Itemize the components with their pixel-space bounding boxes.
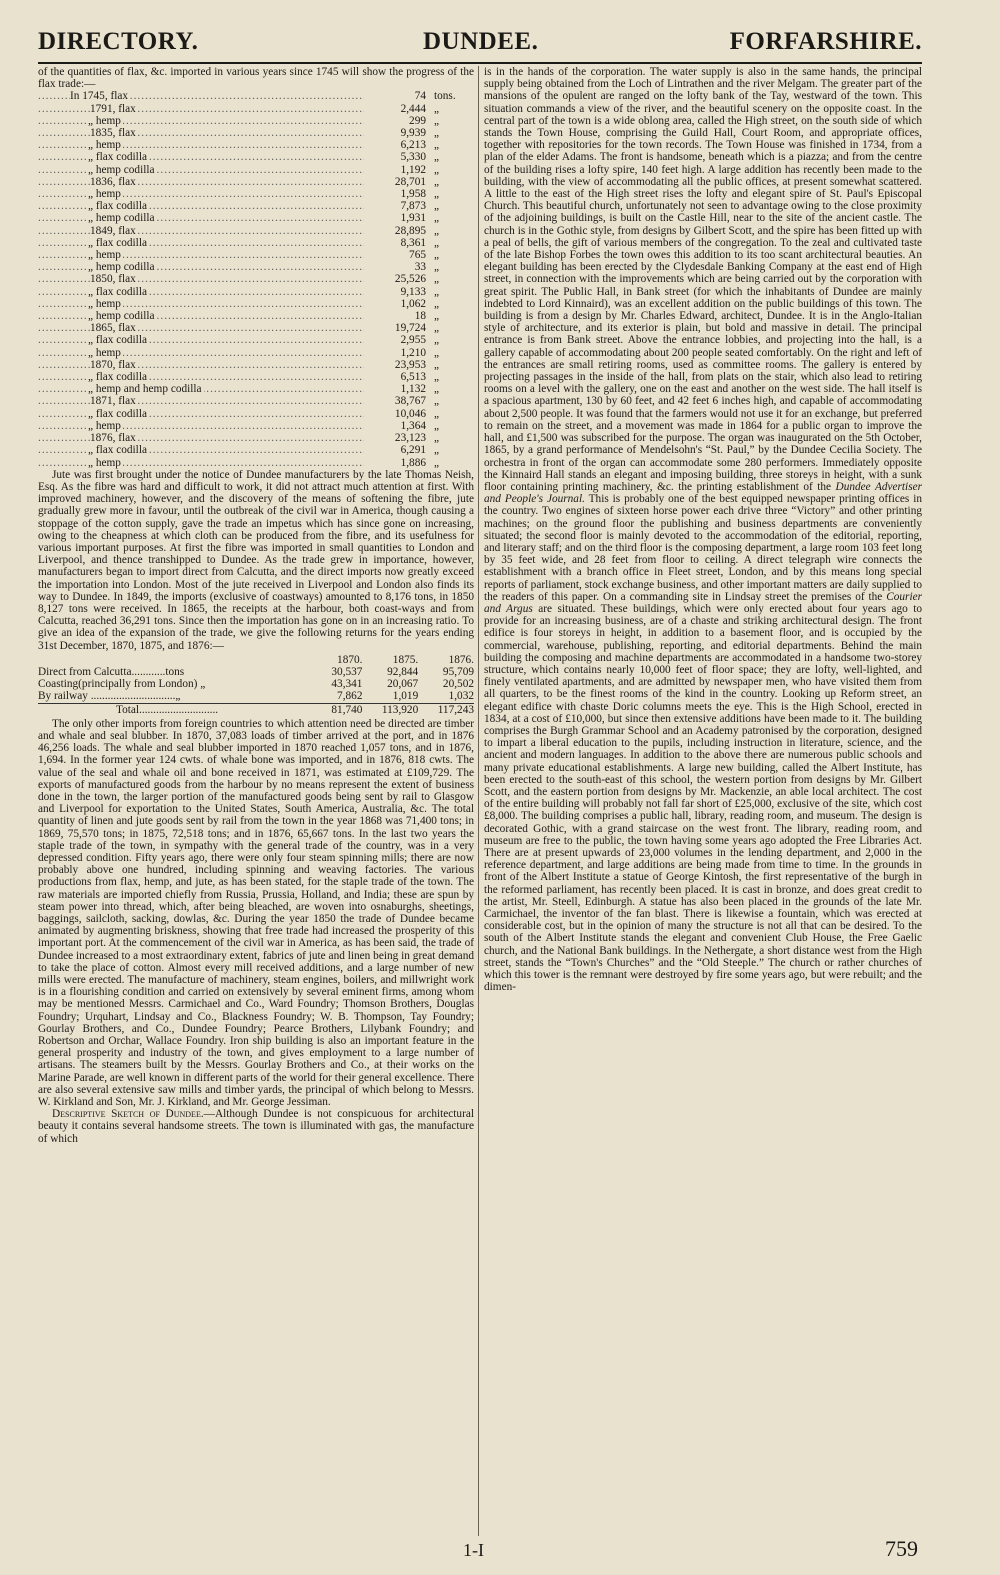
flax-row-label: „ hemp ..... — [38, 298, 364, 310]
total-1876: 117,243 — [437, 703, 474, 716]
flax-row-unit: „ — [434, 188, 440, 201]
flax-row-unit: „ — [434, 249, 440, 262]
flax-row — [38, 249, 474, 261]
flax-row-unit: „ — [434, 444, 440, 457]
flax-row-value: 9,133 — [400, 285, 426, 298]
flax-row-value: 1,062 — [400, 297, 426, 310]
flax-row-value: 38,767 — [394, 395, 426, 408]
flax-row-unit: „ — [434, 383, 440, 396]
flax-row — [38, 151, 474, 163]
flax-row — [38, 432, 474, 444]
flax-row-value: 765 — [409, 249, 426, 262]
import-row-1875: 20,067 — [387, 678, 419, 691]
import-total-row — [38, 703, 474, 716]
flax-row-value: 1,210 — [400, 346, 426, 359]
flax-row-value: 1,931 — [400, 212, 426, 225]
flax-row-value: 1,132 — [400, 383, 426, 396]
right-text-2: This is probably one of the best equipped newspaper printing offices in the country. Two engines of sixteen horse power each drive three “Victory” and other printing machines; on the ground floor the publishing and business departments are conveniently situated; the second floor is mainly devoted to the accommodation of the editorial, reporting, and literary staff; and on the third floor is the composing department, a large room 103 feet long by 35 feet wide, and 28 feet from floor to ceiling. A direct telegraph wire connects the establishment with a branch office in Fleet street, London, and by this means long special reports of parliament, stock exchange business, and other important matters are daily supplied to the readers of this paper. On a commanding site in Lindsay street the premises of the — [484, 493, 922, 603]
header-center: DUNDEE. — [423, 28, 539, 55]
flax-row-value: 1,958 — [400, 188, 426, 201]
printer-signature: 1-I — [463, 1540, 484, 1560]
flax-row — [38, 395, 474, 407]
total-1870: 81,740 — [331, 703, 363, 716]
flax-row-label: 1835, flax ..... — [38, 127, 364, 139]
flax-row-label: „ hemp ..... — [38, 188, 364, 200]
flax-row-value: 33 — [414, 261, 426, 274]
total-label: Total............................ — [116, 703, 219, 716]
flax-row-unit: „ — [434, 224, 440, 237]
import-row — [38, 690, 474, 703]
import-row-label: By railway ..............................„ — [38, 690, 181, 703]
import-row — [38, 678, 474, 690]
courier-title: Courier and Argus — [484, 590, 922, 615]
other-imports-paragraph: The only other imports from foreign countries to which attention need be directed are timber and whale and seal blubber. In 1870, 37,083 loads of timber arrived at the port, and in 1876 46,256 loads. The whale and seal blubber imported in 1870 reached 1,057 tons, and in 1876, 1,694. In the former year 124 cwts. of whale bone was imported, and in 1876, 818 cwts. The value of the seal and whale oil and bone received in 1871, was estimated at £109,729. The exports of manufactured goods from the harbour by no means represent the extent of business done in the town, the larger portion of the manufactured goods being sent by rail to Glasgow and Liverpool for exportation to the United States, South America, Australia, &c. The total quantity of linen and jute goods sent by rail from the town in the year 1868 was 71,400 tons; in 1869, 75,570 tons; in 1875, 72,518 tons; and in 1876, 65,667 tons. In the last two years the staple trade of the town, in sympathy with the general trade of the country, was in a very depressed condition. Fifty years ago, there were only four steam spinning mills; there are now probably above one hundred, including spinning and weaving factories. The various productions from flax, hemp, and jute, as has been stated, for the staple trade of the town. The raw materials are imported chiefly from Russia, Prussia, Holland, and India; these are spun by steam power into thread, which, after being bleached, are woven into osnaburghs, sheetings, baggings, sailcloth, sacking, dowlas, &c. During the year 1850 the trade of Dundee became animated by augmenting briskness, showing that free trade had increased the prosperity of this important port. At the commencement of the civil war in America, as has been said, the trade of Dundee increased to a most extraordinary extent, fabrics of jute and linen being in great demand to take the place of cotton. Almost every mill received additions, and a large number of new mills were erected. The manufacture of machinery, steam engines, boilers, and millwright work is in a flourishing condition and carried on extensively by several eminent firms, among whom may be mentioned Messrs. Carmichael and Co., Ward Foundry; Thomson Brothers, Douglas Foundry; Urquhart, Lindsay and Co., Blackness Foundry; W. B. Thompson, Tay Foundry; Gourlay Brothers, and Co., Dundee Foundry; Pearce Brothers, Lilybank Foundry; and Robertson and Orchar, Wallace Foundry. Iron ship building is also an important feature in the general prosperity and industry of the town, and gives employment to a large number of artisans. The steamers built by the Messrs. Gourlay Brothers and Co., at their works on the Marine Parade, are well known in different parts of the world for their general excellence. There are also several extensive saw mills and timber yards, the principal of which belong to Messrs. W. Kirkland and Son, Mr. J. Kirkland, and Mr. George Jessiman. — [38, 717, 474, 1109]
flax-row-unit: tons. — [434, 90, 456, 103]
flax-row-unit: „ — [434, 297, 440, 310]
flax-row-value: 1,192 — [400, 163, 426, 176]
flax-row — [38, 188, 474, 200]
flax-row — [38, 286, 474, 298]
column-separator — [478, 66, 479, 1536]
year-1870: 1870. — [337, 653, 363, 666]
year-1876: 1876. — [448, 653, 474, 666]
flax-row-label: „ flax codilla ..... — [38, 151, 364, 163]
flax-row-value: 23,953 — [394, 358, 426, 371]
flax-row — [38, 310, 474, 322]
flax-row-label: 1871, flax ..... — [38, 395, 364, 407]
flax-row-label: „ flax codilla ..... — [38, 200, 364, 212]
right-paragraph — [484, 66, 922, 993]
flax-row-value: 1,886 — [400, 456, 426, 469]
flax-row-unit: „ — [434, 407, 440, 420]
import-row-1876: 1,032 — [448, 690, 474, 703]
flax-row-value: 299 — [409, 114, 426, 127]
flax-row — [38, 371, 474, 383]
flax-row — [38, 139, 474, 151]
jute-paragraph: Jute was first brought under the notice of Dundee manufacturers by the late Thomas Neish, Esq. As the fibre was hard and difficult to work, it did not attract much attention at first. With improved machinery, however, and the discovery of the means of softening the fibre, jute gradually grew more in favour, until the outbreak of the civil war in America, though causing a stoppage of the cotton supply, gave the trade an impetus which has since gone on increasing, owing to the cheapness at which cloth can be produced from the fibre, and its usefulness for various important purposes. At first the fibre was imported in small quantities to London and Liverpool, and thence transhipped to Dundee. As the trade grew in importance, however, manufacturers began to import direct from Calcutta, and the direct imports now greatly exceed the importation into London. Most of the jute received in Liverpool and London also finds its way to Dundee. In 1849, the imports (exclusive of coastways) amounted to 8,176 tons, in 1850 8,127 tons were received. In 1865, the receipts at the harbour, both coast-ways and from Calcutta, reached 36,291 tons. Since then the importation has gone on in an increasing ratio. To give an idea of the expansion of the trade, we give the following returns for the years ending 31st December, 1870, 1875, and 1876:— — [38, 468, 474, 652]
flax-row-label: 1865, flax ..... — [38, 322, 364, 334]
total-1875: 113,920 — [381, 703, 419, 716]
flax-row-unit: „ — [434, 346, 440, 359]
right-text-1: is in the hands of the corporation. The water supply is also in the same hands, the principal supply being obtained from the Loch of Lintrathen and the river Melgam. The greater part of the mansions of the opulent are ranged on the lofty bank of the Tay, westward of the town. This situation commands a view of the river, and the beautiful scenery on the opposite coast. In the central part of the town is a wide oblong area, called the High street, on the south side of which stands the Town House, comprising the Guild Hall, Court Room, and appropriate offices, together with repositories for the town records. The Town House was finished in 1734, from a plan of the elder Adams. The front is handsome, beneath which is a piazza; and from the centre of the building rises a lofty spire, 140 feet high. A large addition has recently been made to the building, with the view of accommodating all the public offices, at present somewhat scattered. A little to the east of the High street rises the lofty and elegant spire of St. Paul's Episcopal Church. This beautiful church, unfortunately not seen to advantage owing to the close proximity of the adjoining buildings, is built on the Castle Hill, near to the site of the ancient castle. The church is in the Gothic style, from designs by Gilbert Scott, and the spire has been fitted up with a peal of bells, the gift of various members of the congregation. To the zeal and cultivated taste of the late Bishop Forbes the town owes this addition to its too scant architectural beauties. An elegant building has been erected by the Clydesdale Banking Company at the east end of High street, in connection with the improvements which are being carried out by the corporation with great spirit. The Public Hall, in Bank street (for which the inhabitants of Dundee are mainly indebted to Lord Kinnaird), was an excellent addition on the public buildings of this town. The building is from a design by Mr. Charles Edward, architect, Dundee. It is in the Anglo-Italian style of architecture, and its exterior is plain, but bold and massive in detail. The principal entrance is from Bank street. Above the entrance lobbies, and projecting into the hall, is a gallery capable of accommodating about 200 people seated comfortably. On the right and left of the entrances are small retiring rooms, used as committee rooms. The gallery is entered by projecting passages in the inside of the hall, from plats on the stair, which also lead to retiring rooms on a level with the gallery, one on the east and another on the west side. The hall itself is a spacious apartment, 130 by 60 feet, and 42 feet 6 inches high, and capable of accommodating about 2,500 people. It was found that the farmers would not use it for an exchange, but preferred to remain on the street, and a movement was made in 1864 for a public organ to improve the hall, and £1,500 was subscribed for the purpose. The organ was inaugurated on the 5th October, 1865, by a grand performance of Mendelsohn's “St. Paul,” by the Dundee Cecilia Society. The orchestra in front of the organ can accommodate some 280 performers. Immediately opposite the Kinnaird Hall stands an elegant and imposing building, three storeys in height, with a sunk floor containing printing machinery, &c. the printing establishment of the — [484, 66, 922, 493]
flax-row-label: „ hemp ..... — [38, 249, 364, 261]
import-row-1870: 30,537 — [331, 665, 363, 678]
flax-row-value: 18 — [414, 310, 426, 323]
flax-row-value: 2,444 — [400, 102, 426, 115]
flax-row-value: 19,724 — [394, 322, 426, 335]
flax-row-value: 6,513 — [400, 371, 426, 384]
flax-row-label: „ hemp codilla ..... — [38, 164, 364, 176]
flax-row-value: 1,364 — [400, 419, 426, 432]
flax-row — [38, 322, 474, 334]
flax-row-label: In 1745, flax ..... — [38, 90, 364, 102]
flax-row — [38, 115, 474, 127]
flax-intro: of the quantities of flax, &c. imported in various years since 1745 will show the progress of the flax trade:— — [38, 66, 474, 91]
flax-row-unit: „ — [434, 200, 440, 213]
import-row-1870: 7,862 — [337, 690, 363, 703]
flax-row-value: 28,701 — [394, 175, 426, 188]
flax-row-value: 2,955 — [400, 334, 426, 347]
import-row-1875: 92,844 — [387, 665, 419, 678]
flax-row — [38, 334, 474, 346]
flax-row-unit: „ — [434, 334, 440, 347]
flax-row-label: 1850, flax ..... — [38, 273, 364, 285]
flax-row — [38, 237, 474, 249]
flax-row-unit: „ — [434, 273, 440, 286]
flax-row — [38, 200, 474, 212]
import-row-1870: 43,341 — [331, 678, 363, 691]
flax-row-unit: „ — [434, 322, 440, 335]
flax-row — [38, 383, 474, 395]
flax-row-label: „ flax codilla ..... — [38, 286, 364, 298]
import-row-1876: 20,502 — [442, 678, 474, 691]
import-row-1875: 1,019 — [392, 690, 419, 703]
right-column — [484, 66, 922, 993]
flax-row-value: 28,895 — [394, 224, 426, 237]
flax-row-value: 8,361 — [400, 236, 426, 249]
flax-row — [38, 127, 474, 139]
flax-row-label: 1836, flax ..... — [38, 176, 364, 188]
flax-row-unit: „ — [434, 310, 440, 323]
flax-row-value: 9,939 — [400, 127, 426, 140]
flax-import-table — [38, 90, 474, 468]
flax-row — [38, 359, 474, 371]
flax-row-label: 1870, flax ..... — [38, 359, 364, 371]
flax-row-unit: „ — [434, 456, 440, 469]
flax-row-unit: „ — [434, 114, 440, 127]
flax-row-label: „ flax codilla ..... — [38, 237, 364, 249]
sketch-paragraph — [38, 1108, 474, 1145]
flax-row-value: 23,123 — [394, 432, 426, 445]
flax-row — [38, 408, 474, 420]
flax-row-label: „ flax codilla ..... — [38, 371, 364, 383]
flax-row-value: 74 — [414, 90, 426, 103]
import-row-label: Direct from Calcutta............tons — [38, 665, 185, 678]
flax-row-unit: „ — [434, 285, 440, 298]
header-rule — [38, 62, 922, 64]
flax-row-label: „ flax codilla ..... — [38, 334, 364, 346]
left-column — [38, 66, 474, 1145]
flax-row-label: „ hemp ..... — [38, 115, 364, 127]
page-number: 759 — [885, 1536, 918, 1561]
right-text-3: are situated. These buildings, which were only erected about four years ago to provide for an increasing business, are of a chaste and striking architectural design. The front edifice is four storeys in height, in addition to a basement floor, and is occupied by the commercial, warehouse, publishing, reporting, and editorial departments. Behind the main building the composing and machine departments are accommodated in a handsome two-storey structure, which contains nearly 10,000 feet of floor space; they are lofty, well-lighted, and finely ventilated apartments, and are admitted by newspaper men, who have visited them from all quarters, to be the finest rooms of the kind in the country. Looking up Reform street, an elegant edifice with chaste Doric columns meets the eye. This is the High School, erected in 1834, at a cost of £10,000, but since then extensive additions have been made to it. The building comprises the Burgh Grammar School and an Academy patronised by the corporation, designed to impart a liberal education to the pupils, including instruction in literature, science, and the ancient and modern languages. In addition to the above there are numerous public schools and many private educational establishments. A large new building, called the Albert Institute, has been erected to the south-east of this school, the western portion from designs by Mr. Gilbert Scott, and the eastern portion from designs by Mr. Mackenzie, an able local architect. The cost of the entire building will probably not fall far short of £25,000, exclusive of the site, which cost £8,000. The building comprises a public hall, library, reading room, and museum. The design is decorated Gothic, with a grand staircase on the west front. The library, reading room, and museum are free to the public, the town having some years ago adopted the Free Libraries Act. There are at present upwards of 23,000 volumes in the lending department, and 2,000 in the reference department, and large additions are being made from time to time. In the grounds in front of the Albert Institute a statue of George Kintosh, the first representative of the burgh in the reformed parliament, has recently been placed. It is cast in bronze, and does great credit to the artist, Mr. Steell, Edinburgh. A statue has also been placed in the grounds of the late Mr. Carmichael, the inventor of the fan blast. There is likewise a fountain, which was erected at considerable cost, but in the opinion of many the structure is not all that can be desired. To the south of the Albert Institute stands the elegant and convenient Club House, the Free Gaelic church, and the National Bank buildings. In the Nethergate, a short distance west from the High street, stands the “Town's Churches” and the “Old Steeple.” The church or rather churches of which this tower is the remnant were destroyed by fire some years ago, but were rebuilt; and the dimen- — [484, 602, 923, 994]
flax-row-unit: „ — [434, 236, 440, 249]
flax-row-value: 6,291 — [400, 444, 426, 457]
header-right: FORFARSHIRE. — [729, 28, 922, 55]
flax-row — [38, 261, 474, 273]
flax-row — [38, 164, 474, 176]
flax-row-label: 1849, flax ..... — [38, 225, 364, 237]
flax-row-label: „ hemp ..... — [38, 347, 364, 359]
header-left: DIRECTORY. — [38, 28, 199, 55]
flax-row-unit: „ — [434, 261, 440, 274]
year-1875: 1875. — [392, 653, 419, 666]
flax-row-label: „ hemp and hemp codilla ..... — [38, 383, 364, 395]
import-row-label: Coasting(principally from London) „ — [38, 678, 206, 691]
flax-row-unit: „ — [434, 395, 440, 408]
running-header — [38, 28, 922, 62]
flax-row — [38, 273, 474, 285]
advertiser-title: Dundee Advertiser and People's Journal. — [484, 480, 922, 506]
flax-row-value: 25,526 — [394, 273, 426, 286]
flax-row-value: 7,873 — [400, 200, 426, 213]
sketch-heading: Descriptive Sketch of Dundee. — [52, 1108, 204, 1121]
flax-row-label: „ flax codilla ..... — [38, 408, 364, 420]
flax-row-label: „ hemp codilla ..... — [38, 212, 364, 224]
sketch-text: —Although Dundee is not conspicuous for architectural beauty it contains several handsome streets. The town is illuminated with gas, the manufacture of which — [38, 1108, 474, 1145]
flax-row-label: 1791, flax ..... — [38, 103, 364, 115]
flax-row-unit: „ — [434, 432, 440, 445]
flax-row — [38, 225, 474, 237]
flax-row — [38, 420, 474, 432]
flax-row-unit: „ — [434, 102, 440, 115]
flax-row — [38, 176, 474, 188]
flax-row-unit: „ — [434, 163, 440, 176]
flax-row — [38, 457, 474, 469]
flax-row-unit: „ — [434, 127, 440, 140]
flax-row-unit: „ — [434, 151, 440, 164]
flax-row-value: 10,046 — [394, 407, 426, 420]
import-row-1876: 95,709 — [442, 665, 474, 678]
flax-row-label: „ hemp ..... — [38, 457, 364, 469]
flax-row-value: 5,330 — [400, 151, 426, 164]
flax-row-unit: „ — [434, 358, 440, 371]
flax-row-value: 6,213 — [400, 139, 426, 152]
flax-row — [38, 347, 474, 359]
flax-row — [38, 444, 474, 456]
import-row — [38, 666, 474, 678]
flax-row-unit: „ — [434, 371, 440, 384]
flax-row — [38, 90, 474, 102]
flax-row-label: „ hemp codilla ..... — [38, 261, 364, 273]
flax-row-unit: „ — [434, 139, 440, 152]
flax-row-unit: „ — [434, 212, 440, 225]
flax-row — [38, 212, 474, 224]
flax-row-label: „ hemp ..... — [38, 420, 364, 432]
import-years-row — [38, 654, 474, 666]
flax-row-unit: „ — [434, 175, 440, 188]
flax-row-label: „ hemp codilla ..... — [38, 310, 364, 322]
flax-row-label: „ flax codilla ..... — [38, 444, 364, 456]
flax-row — [38, 298, 474, 310]
flax-row-unit: „ — [434, 419, 440, 432]
flax-row-label: „ hemp ..... — [38, 139, 364, 151]
flax-row-label: 1876, flax ..... — [38, 432, 364, 444]
flax-row — [38, 103, 474, 115]
jute-import-table — [38, 654, 474, 716]
